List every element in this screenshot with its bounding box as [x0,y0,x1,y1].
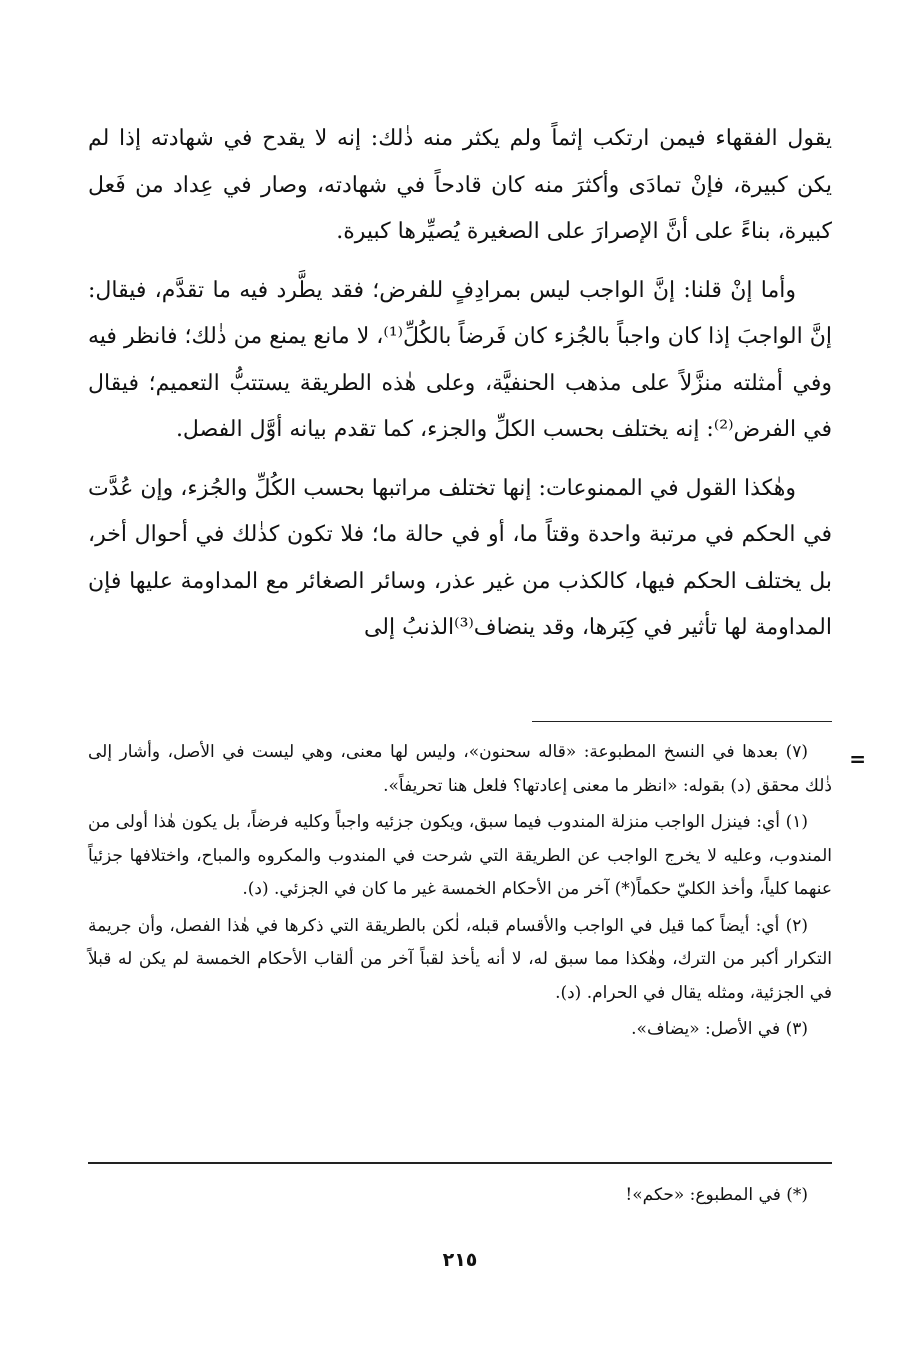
body-paragraph-1: يقول الفقهاء فيمن ارتكب إثماً ولم يكثر منه ذٰلك: إنه لا يقدح في شهادته إذا لم يكن كبيرة، فإنْ تمادَى وأكثرَ منه كان قادحاً في شهادته، وصار في عِداد من فَعل كبيرة، بناءً على أنَّ الإصرارَ على الصغيرة يُصيِّرها كبيرة. [88,126,832,244]
footnote-3: (٣) في الأصل: «يضاف». [631,1019,808,1039]
body-paragraph-2: وأما إنْ قلنا: إنَّ الواجب ليس بمرادِفٍ للفرض؛ فقد يطَّرد فيه ما تقدَّم، فيقال: إنَّ الواجبَ إذا كان واجباً بالجُزء كان فَرضاً بالكُلِّ⁽¹⁾، لا مانع يمنع من ذٰلك؛ فانظر فيه وفي أمثلته منزَّلاً على مذهب الحنفيَّة، وعلى هٰذه الطريقة يستتبُّ التعميم؛ فيقال في الفرض⁽²⁾: إنه يختلف بحسب الكلِّ والجزء، كما تقدم بيانه أوَّل الفصل. [88,277,832,442]
body-paragraph-3: وهٰكذا القول في الممنوعات: إنها تختلف مراتبها بحسب الكُلِّ والجُزء، وإن عُدَّت في الحكم في مرتبة واحدة وقتاً ما، أو في حالة ما؛ فلا تكون كذٰلك في أحوال أخر، بل يختلف الحكم فيها، كالكذب من غير عذر، وسائر الصغائر مع المداومة عليها فإن المداومة لها تأثير في كِبَرها، وقد ينضاف⁽³⁾الذنبُ إلى [88,475,832,640]
footnote-separator [532,721,832,722]
editor-note-separator [88,1162,832,1164]
footnote-1: (١) أي: فينزل الواجب منزلة المندوب فيما سبق، ويكون جزئيه واجباً وكليه فرضاً، بل يكون هٰذا أولى من المندوب، وعليه لا يخرج الواجب عن الطريقة التي شرحت في المندوب والمكروه والمباح، واختلافها جزئياً عنهما كلياً، وأخذ الكليّ حكماً(*) آخر من الأحكام الخمسة غير ما كان في الجزئي. (د). [88,812,832,899]
book-page [88,116,866,1271]
footnote-continuation-mark: = [849,747,866,771]
footnote-2: (٢) أي: أيضاً كما قيل في الواجب والأقسام قبله، لٰكن بالطريقة التي ذكرها في هٰذا الفصل، وأن جريمة التكرار أكبر من الترك، وهٰكذا مما سبق له، لا أنه يأخذ لقباً آخر من ألقاب الأحكام الخمسة لم يكن له قبلاً في الجزئية، ومثله يقال في الحرام. (د). [88,915,832,1003]
footnote-7-continued: (٧) بعدها في النسخ المطبوعة: «قاله سحنون»، وليس لها معنى، وهي ليست في الأصل، وأشار إلى ذٰلك محقق (د) بقوله: «انظر ما معنى إعادتها؟ فلعل هنا تحريفاً». [88,742,832,796]
page-number: ٢١٥ [442,1249,478,1271]
footnotes [88,736,832,1047]
editor-note: (*) في المطبوع: «حكم»! [625,1185,808,1205]
main-text [88,116,832,652]
